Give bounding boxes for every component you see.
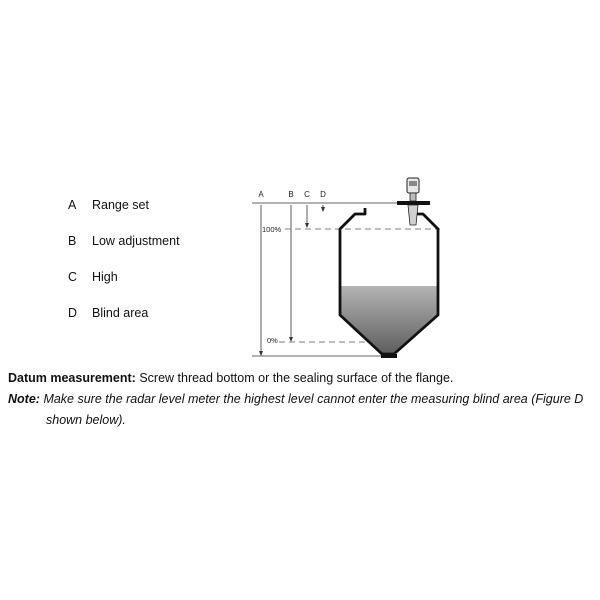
legend-letter: C xyxy=(68,270,78,284)
arrow-head-icon xyxy=(259,351,263,356)
legend-label: Blind area xyxy=(92,306,149,320)
legend-letter: B xyxy=(68,234,77,248)
legend-label: Range set xyxy=(92,198,149,212)
note-text: Make sure the radar level meter the highest level cannot enter the measuring blind area (Figure D xyxy=(43,392,584,406)
datum-measurement-line xyxy=(8,368,598,389)
notes xyxy=(8,368,598,431)
arrow-head-icon xyxy=(321,207,325,212)
note-label: Note: xyxy=(8,392,40,406)
level-0-label: 0% xyxy=(267,336,278,345)
arrow-head-icon xyxy=(289,337,293,342)
top-flange xyxy=(397,201,430,205)
note-text-continued: shown below). xyxy=(46,413,126,427)
column-label-a: A xyxy=(258,190,264,199)
datum-label: Datum measurement: xyxy=(8,371,136,385)
legend-letter: D xyxy=(68,306,78,320)
liquid-fill xyxy=(340,286,438,357)
outlet-flange xyxy=(381,354,397,358)
datum-text: Screw thread bottom or the sealing surface of the flange. xyxy=(139,371,454,385)
legend-label: High xyxy=(92,270,118,284)
column-label-c: C xyxy=(304,190,310,199)
column-label-b: B xyxy=(288,190,294,199)
note-line xyxy=(8,389,598,431)
legend-label: Low adjustment xyxy=(92,234,180,248)
legend-letter: A xyxy=(68,198,77,212)
column-label-d: D xyxy=(320,190,326,199)
level-100-label: 100% xyxy=(262,225,282,234)
arrow-head-icon xyxy=(305,223,309,228)
